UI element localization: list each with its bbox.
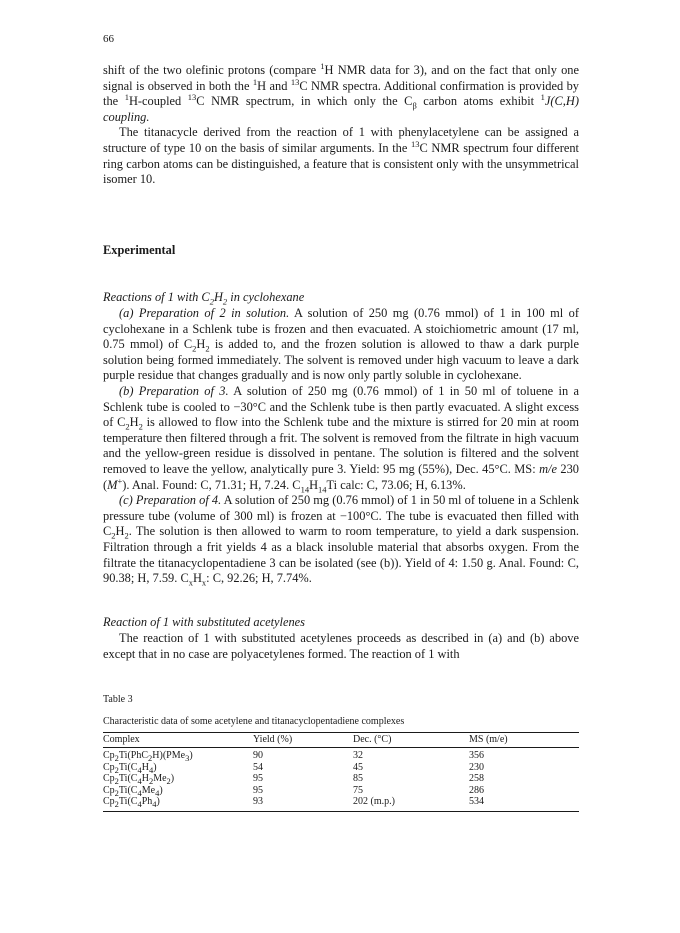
page-number: 66 [103, 33, 114, 45]
section-heading-experimental: Experimental [103, 243, 176, 257]
cell-ms: 230 [469, 761, 484, 773]
cell-yield: 95 [253, 784, 263, 796]
table-caption: Characteristic data of some acetylene and titanacyclopentadiene complexes [103, 716, 405, 727]
cell-dec: 45 [353, 761, 363, 773]
data-table [103, 732, 579, 812]
cell-dec: 202 (m.p.) [353, 796, 395, 808]
cell-ms: 534 [469, 796, 484, 808]
preparation-a: (a) Preparation of 2 in solution. A solution of 250 mg (0.76 mmol) of 1 in 100 ml of cyclohexane in a Schlenk tube is frozen and then evacuated. A stoichiometric amount (17 ml, 0.75 mmol) of $C_2H_2$ is added to, and the frozen solution is allowed to thaw a dark purple solution being formed immediately. The solvent is removed under high vacuum to leave a dark purple residue that changes gradually and is now only partly soluble in cyclohexane. [103, 306, 579, 383]
cell-dec: 75 [353, 784, 363, 796]
table-row [103, 785, 579, 797]
subsection-heading-reactions: Reactions of 1 with $C_2H_2$ in cyclohexane [103, 290, 305, 307]
cell-complex: $Cp_2Ti(C_4Me_4)$ [103, 784, 163, 798]
table-label: Table 3 [103, 694, 133, 705]
column-header-yield: Yield (%) [253, 734, 293, 745]
cell-yield: 54 [253, 761, 263, 773]
cell-complex: $Cp_2Ti(C_4H_2Me_2)$ [103, 773, 175, 787]
column-header-complex: Complex [103, 734, 140, 745]
paragraph-nmr-shift: shift of the two olefinic protons (compare $^1$H NMR data for 3), and on the fact that only one signal is observed in both the $^1$H and $^{13}$C NMR spectra. Additional confirmation is provided by the $^1$H-coupled $^{13}$C NMR spectrum, in which only the $C_\beta$ carbon atoms exhibit $^1$J(C,H) coupling. The titanacycle derived from the reaction of 1 with phenylacetylene can be assigned a structure of type 10 on the basis of similar arguments. In the $^{13}$C NMR spectrum four different ring carbon atoms can be distinguished, a feature that is consistent only with the unsymmetrical isomer 10. [103, 60, 579, 187]
cell-complex: $Cp_2Ti(C_4H_4)$ [103, 761, 157, 775]
subsection-heading-substituted: Reaction of 1 with substituted acetylenes [103, 615, 305, 629]
paragraph-titanacycle: The titanacycle derived from the reaction of 1 with phenylacetylene can be assigned a structure of type 10 on the basis of similar arguments. In the $^{13}$C NMR spectrum four different ring carbon atoms can be distinguished, a feature that is consistent only with the unsymmetrical isomer 10. [103, 125, 579, 187]
table-row [103, 773, 579, 785]
table-row [103, 748, 579, 762]
cell-dec: 32 [353, 750, 363, 761]
cell-complex: $Cp_2Ti(C_4Ph_4)$ [103, 796, 160, 810]
experimental-procedures [103, 306, 579, 587]
column-header-dec: Dec. (°C) [353, 734, 392, 745]
table-row [103, 796, 579, 811]
cell-yield: 90 [253, 750, 263, 761]
column-header-ms: MS (m/e) [469, 734, 508, 745]
cell-ms: 258 [469, 773, 484, 785]
preparation-c: (c) Preparation of 4. A solution of 250 mg (0.76 mmol) of 1 in 50 ml of toluene in a Schlenk pressure tube (volume of 300 ml) is frozen at −100°C. The tube is evacuated then filled with $C_2H_2$. The solution is then allowed to warm to room temperature, to yield a dark suspension. Filtration through a frit yields 4 as a black insoluble material that absorbs oxygen. From the filtrate the titanacyclopentadiene 3 can be isolated (see (b)). Yield of 4: 1.50 g. Anal. Found: C, 90.38; H, 7.59. $C_xH_x$: C, 92.26; H, 7.74%. [103, 493, 580, 588]
cell-ms: 356 [469, 750, 484, 761]
cell-yield: 93 [253, 796, 263, 808]
cell-dec: 85 [353, 773, 363, 785]
cell-yield: 95 [253, 773, 263, 785]
table-row [103, 762, 579, 774]
complexes-table [103, 732, 579, 812]
cell-complex: $Cp_2Ti(PhC_2H)(PMe_3)$ [103, 750, 193, 763]
preparation-b: (b) Preparation of 3. A solution of 250 mg (0.76 mmol) of 1 in 50 ml of toluene in a Schlenk tube is cooled to −30°C and the Schlenk tube is then partly evacuated. A slight excess of $C_2H_2$ is allowed to flow into the Schlenk tube and the mixture is stirred for 20 min at room temperature then filtered through a frit. The solvent is removed from the filtrate in high vacuum and the yellow-green residue is dissolved in pentane. The solution is filtered and the solvent removed to leave the yellow, analytically pure 3. Yield: 95 mg (55%), Dec. 45°C. MS: m/e 230 (M+). Anal. Found: C, 71.31; H, 7.24. $C_{14}H_{14}Ti$ calc: C, 73.06; H, 6.13%. [103, 383, 579, 494]
paragraph-substituted: The reaction of 1 with substituted acetylenes proceeds as described in (a) and (b) above except that in no case are polyacetylenes formed. The reaction of 1 with [103, 631, 579, 661]
cell-ms: 286 [469, 784, 484, 796]
